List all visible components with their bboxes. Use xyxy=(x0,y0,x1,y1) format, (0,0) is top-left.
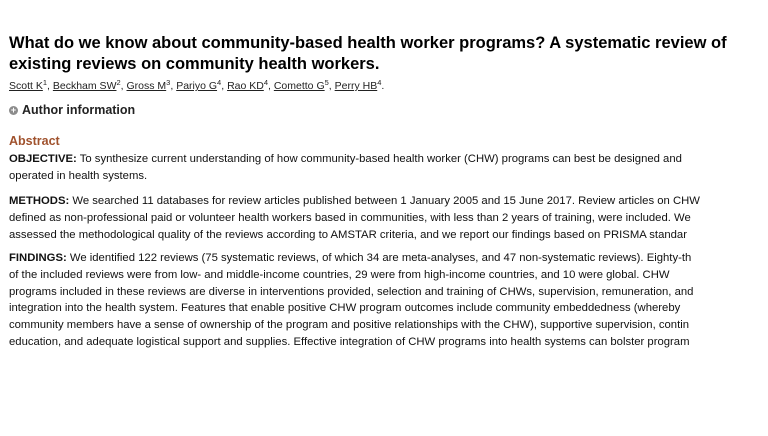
author-information-toggle[interactable] xyxy=(9,103,135,117)
author-affiliation-number: 4 xyxy=(263,78,268,87)
paragraph-line: assessed the methodological quality of the reviews according to AMSTAR criteria, and we report our findings based on PRISMA standar xyxy=(9,228,687,241)
article-title: What do we know about community-based health worker programs? A systematic review of existing reviews on community health workers. xyxy=(9,34,727,73)
methods-label: METHODS: xyxy=(9,195,70,207)
author-separator: . xyxy=(381,80,385,92)
paragraph-line: operated in health systems. xyxy=(9,169,148,182)
abstract-heading: Abstract xyxy=(9,134,60,148)
paragraph-line: education, and adequate logistical support and supplies. Effective integration of CHW programs into health systems can bolster program xyxy=(9,335,690,348)
author-affiliation-number: 5 xyxy=(324,78,329,87)
paragraph-line: community members have a sense of ownership of the program and positive relationships with the CHW), supportive supervision, contin xyxy=(9,319,690,332)
author-link[interactable]: Rao KD xyxy=(227,80,264,92)
paragraph-line: programs included in these reviews are diverse in interventions provided, selection and training of CHWs, supervision, remuneration, and xyxy=(9,285,694,298)
objective-label: OBJECTIVE: xyxy=(9,153,77,165)
author-separator: , xyxy=(268,80,274,92)
author-separator: , xyxy=(170,80,177,92)
author-separator: , xyxy=(47,80,53,92)
author-affiliation-number: 3 xyxy=(166,78,171,87)
author-separator: , xyxy=(120,80,127,92)
author-affiliation-number: 4 xyxy=(377,78,382,87)
author-list xyxy=(9,79,384,93)
line-text: To synthesize current understanding of how community-based health worker (CHW) programs can best be designed and xyxy=(76,153,682,165)
plus-circle-icon: + xyxy=(10,104,17,115)
author-separator: , xyxy=(221,80,228,92)
paragraph-line: defined as non-professional paid or volunteer health workers based in communities, with less than 2 years of training, were included. We xyxy=(9,211,691,224)
author-link[interactable]: Cometto G xyxy=(273,80,325,92)
author-affiliation-number: 4 xyxy=(217,78,222,87)
paragraph-line xyxy=(9,151,768,168)
author-link[interactable]: Beckham SW xyxy=(52,80,117,92)
line-text: We identified 122 reviews (75 systematic reviews, of which 34 are meta-analyses, and 47 non-systematic reviews). Eighty-th xyxy=(66,252,692,264)
author-separator: , xyxy=(328,80,335,92)
line-text: We searched 11 databases for review articles published between 1 January 2005 and 15 June 2017. Review articles on CHW xyxy=(69,195,700,207)
findings-paragraph xyxy=(9,250,768,351)
findings-label: FINDINGS: xyxy=(9,252,67,264)
paragraph-line xyxy=(9,193,768,210)
author-link[interactable]: Scott K xyxy=(9,80,43,92)
methods-paragraph xyxy=(9,193,768,243)
author-affiliation-number: 2 xyxy=(116,78,121,87)
author-link[interactable]: Perry HB xyxy=(334,80,378,92)
paragraph-line: integration into the health system. Features that enable positive CHW program outcomes include community embeddedness (whereby xyxy=(9,302,681,315)
paragraph-line xyxy=(9,250,768,267)
objective-paragraph xyxy=(9,151,768,185)
paragraph-line: of the included reviews were from low- and middle-income countries, 29 were from high-income countries, and 10 were global. CHW xyxy=(9,268,670,281)
author-information-label: Author information xyxy=(22,103,136,117)
author-affiliation-number: 1 xyxy=(42,78,48,87)
author-link[interactable]: Pariyo G xyxy=(176,80,218,92)
author-link[interactable]: Gross M xyxy=(126,80,167,92)
